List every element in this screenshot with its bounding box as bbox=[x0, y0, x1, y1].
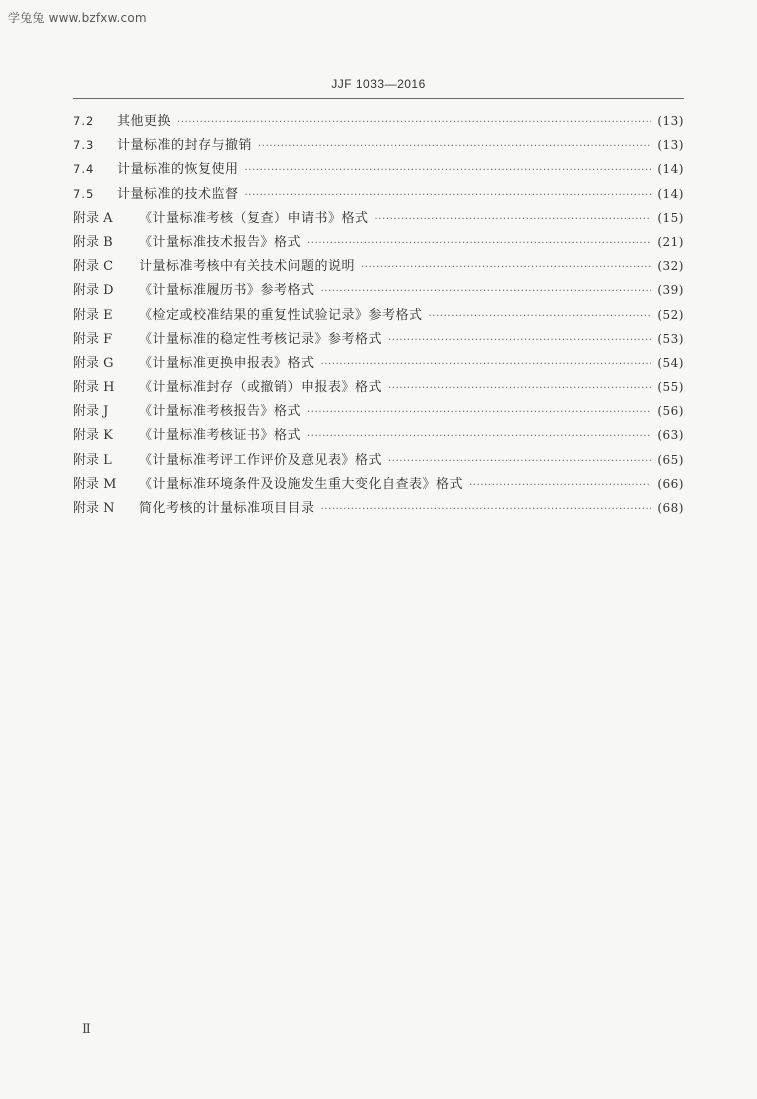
toc-entry bbox=[73, 472, 684, 496]
toc-entry-page: (14) bbox=[657, 162, 684, 177]
toc-entry-page: (53) bbox=[657, 331, 684, 346]
toc-entry-number: 附录 K bbox=[73, 428, 113, 444]
toc-entry bbox=[73, 230, 684, 254]
toc-leader-dots bbox=[429, 305, 652, 329]
toc-entry-number: 附录 M bbox=[73, 476, 117, 492]
toc-entry-title: 简化考核的计量标准项目目录 bbox=[139, 501, 315, 516]
toc-entry-page: (13) bbox=[657, 114, 684, 128]
toc-entry-title: 其他更换 bbox=[117, 114, 172, 129]
toc-entry-number: 附录 F bbox=[73, 331, 113, 347]
toc-leader-dots bbox=[321, 353, 652, 377]
toc-leader-dots bbox=[307, 425, 651, 449]
page-number: Ⅱ bbox=[82, 1022, 91, 1037]
toc-entry-number: 7.4 bbox=[73, 162, 95, 177]
toc-entry bbox=[73, 496, 684, 520]
toc-entry-page: (21) bbox=[657, 234, 684, 249]
toc-entry-page: (68) bbox=[657, 501, 684, 515]
toc-entry-title: 《计量标准技术报告》格式 bbox=[139, 234, 302, 250]
toc-leader-dots bbox=[321, 280, 652, 304]
toc-leader-dots bbox=[245, 159, 652, 183]
toc-entry-title: 《计量标准更换申报表》格式 bbox=[139, 355, 315, 371]
toc-entry-title: 《计量标准封存（或撤销）申报表》格式 bbox=[139, 380, 383, 396]
toc-leader-dots bbox=[177, 111, 651, 135]
toc-entry-number: 附录 N bbox=[73, 501, 115, 516]
toc-entry-number: 附录 D bbox=[73, 283, 114, 299]
header-divider bbox=[73, 98, 684, 99]
table-of-contents bbox=[73, 109, 684, 520]
toc-leader-dots bbox=[388, 377, 651, 401]
toc-leader-dots bbox=[307, 401, 651, 425]
toc-entry-page: (55) bbox=[657, 380, 684, 395]
toc-entry-number: 附录 B bbox=[73, 234, 113, 250]
toc-entry-title: 《计量标准考评工作评价及意见表》格式 bbox=[139, 452, 383, 468]
toc-entry bbox=[73, 423, 684, 447]
watermark-text: 学兔兔 www.bzfxw.com bbox=[8, 11, 147, 25]
toc-leader-dots bbox=[258, 135, 651, 159]
toc-entry-page: (63) bbox=[657, 428, 684, 443]
toc-entry-number: 附录 C bbox=[73, 259, 114, 275]
toc-leader-dots bbox=[469, 474, 651, 498]
toc-entry bbox=[73, 109, 684, 133]
toc-leader-dots bbox=[307, 232, 651, 256]
toc-entry-page: (56) bbox=[657, 404, 684, 419]
toc-entry-page: (14) bbox=[657, 186, 684, 201]
toc-entry-title: 计量标准的恢复使用 bbox=[117, 162, 239, 178]
toc-entry-title: 《检定或校准结果的重复性试验记录》参考格式 bbox=[139, 307, 423, 323]
toc-entry-number: 附录 L bbox=[73, 452, 112, 468]
toc-entry-page: (54) bbox=[657, 355, 684, 370]
toc-leader-dots bbox=[361, 256, 651, 280]
toc-entry-number: 附录 E bbox=[73, 307, 113, 323]
toc-entry-title: 计量标准的技术监督 bbox=[117, 186, 239, 202]
toc-entry-title: 《计量标准环境条件及设施发生重大变化自查表》格式 bbox=[139, 476, 464, 492]
toc-entry-number: 附录 G bbox=[73, 355, 114, 371]
toc-entry-title: 《计量标准的稳定性考核记录》参考格式 bbox=[139, 331, 383, 347]
toc-entry-title: 《计量标准考核（复查）申请书》格式 bbox=[139, 210, 369, 226]
toc-entry bbox=[73, 206, 684, 230]
toc-entry bbox=[73, 448, 684, 472]
toc-entry bbox=[73, 303, 684, 327]
toc-leader-dots bbox=[375, 208, 652, 232]
toc-entry-number: 附录 A bbox=[73, 210, 113, 226]
toc-entry-page: (13) bbox=[657, 138, 684, 153]
toc-entry-title: 《计量标准考核报告》格式 bbox=[139, 404, 302, 420]
toc-entry-page: (52) bbox=[657, 307, 684, 322]
toc-entry-title: 《计量标准履历书》参考格式 bbox=[139, 283, 315, 299]
toc-entry bbox=[73, 133, 684, 157]
toc-entry-page: (66) bbox=[657, 476, 684, 491]
toc-entry-title: 计量标准考核中有关技术问题的说明 bbox=[139, 259, 356, 275]
toc-entry-page: (15) bbox=[657, 210, 684, 225]
toc-leader-dots bbox=[321, 498, 652, 522]
document-code-header: JJF 1033—2016 bbox=[331, 77, 426, 91]
toc-entry-number: 附录 H bbox=[73, 380, 115, 396]
toc-entry-number: 附录 J bbox=[73, 404, 109, 420]
toc-entry bbox=[73, 375, 684, 399]
toc-entry bbox=[73, 351, 684, 375]
toc-entry bbox=[73, 182, 684, 206]
toc-entry bbox=[73, 278, 684, 302]
toc-entry-title: 《计量标准考核证书》格式 bbox=[139, 428, 302, 444]
toc-entry bbox=[73, 254, 684, 278]
toc-entry bbox=[73, 399, 684, 423]
toc-entry-title: 计量标准的封存与撤销 bbox=[117, 138, 253, 154]
toc-leader-dots bbox=[388, 450, 651, 474]
toc-entry-number: 7.2 bbox=[73, 114, 95, 128]
toc-entry-number: 7.3 bbox=[73, 138, 95, 153]
toc-entry bbox=[73, 157, 684, 181]
toc-entry-page: (65) bbox=[657, 452, 684, 467]
toc-entry-number: 7.5 bbox=[73, 186, 95, 201]
toc-entry bbox=[73, 327, 684, 351]
toc-leader-dots bbox=[245, 184, 652, 208]
toc-entry-page: (39) bbox=[657, 283, 684, 298]
toc-leader-dots bbox=[388, 329, 651, 353]
toc-entry-page: (32) bbox=[657, 259, 684, 274]
